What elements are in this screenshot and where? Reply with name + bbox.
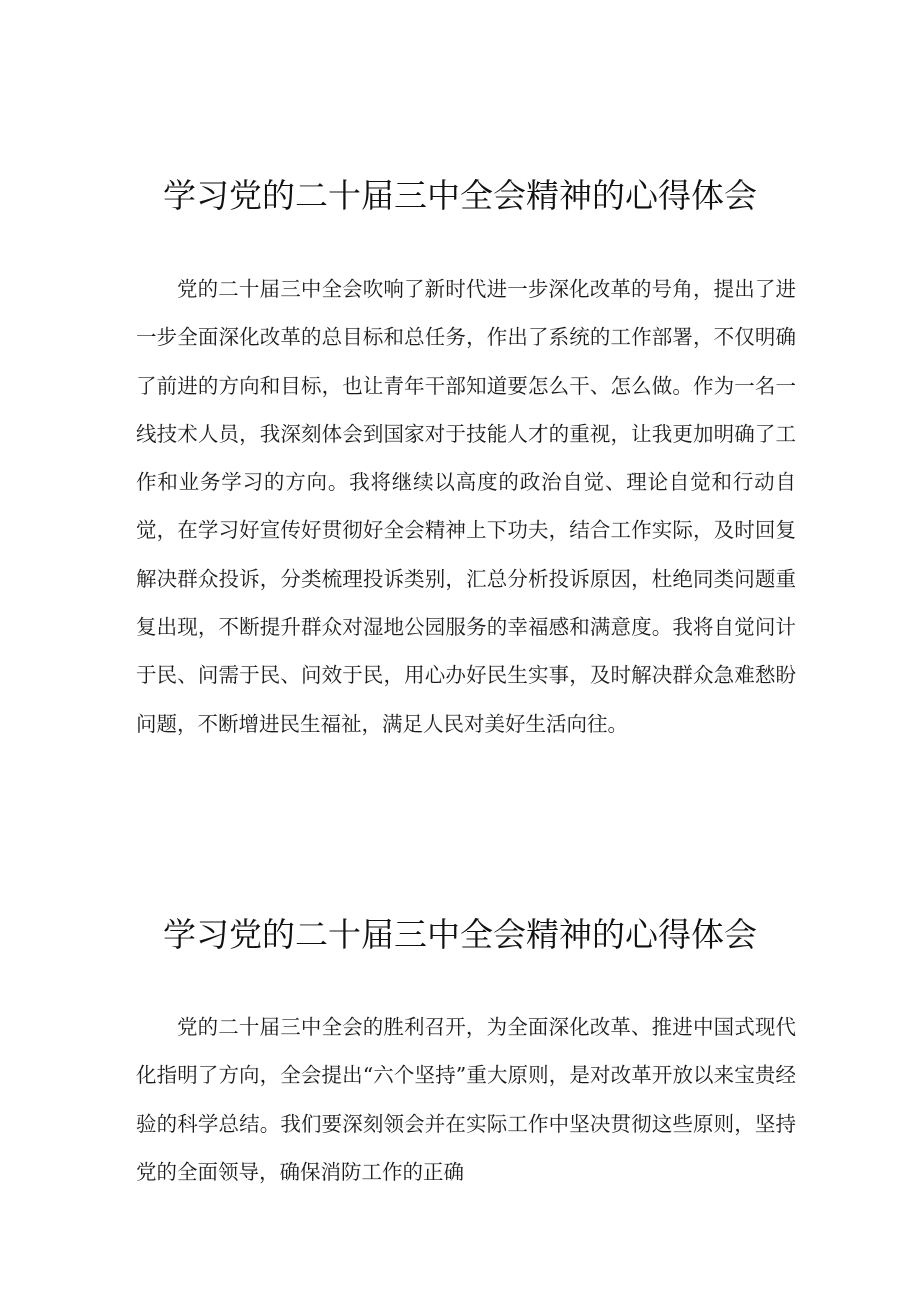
section-title-2: 学习党的二十届三中全会精神的心得体会: [163, 915, 757, 954]
section-body-2: 党的二十届三中全会的胜利召开，为全面深化改革、推进中国式现代化指明了方向，全会提出“六个坚持”重大原则，是对改革开放以来宝贵经验的科学总结。我们要深刻领会并在实际工作中坚决贯彻这些原则，坚持党的全面领导，确保消防工作的正确: [136, 1015, 796, 1184]
section-title-1: 学习党的二十届三中全会精神的心得体会: [163, 176, 757, 215]
section-body-1: 党的二十届三中全会吹响了新时代进一步深化改革的号角，提出了进一步全面深化改革的总目标和总任务，作出了系统的工作部署，不仅明确了前进的方向和目标，也让青年干部知道要怎么干、怎么做。作为一名一线技术人员，我深刻体会到国家对于技能人才的重视，让我更加明确了工作和业务学习的方向。我将继续以高度的政治自觉、理论自觉和行动自觉，在学习好宣传好贯彻好全会精神上下功夫，结合工作实际，及时回复解决群众投诉，分类梳理投诉类别，汇总分析投诉原因，杜绝同类问题重复出现，不断提升群众对湿地公园服务的幸福感和满意度。我将自觉问计于民、问需于民、问效于民，用心办好民生实事，及时解决群众急难愁盼问题，不断增进民生福祉，满足人民对美好生活向往。: [136, 277, 796, 736]
